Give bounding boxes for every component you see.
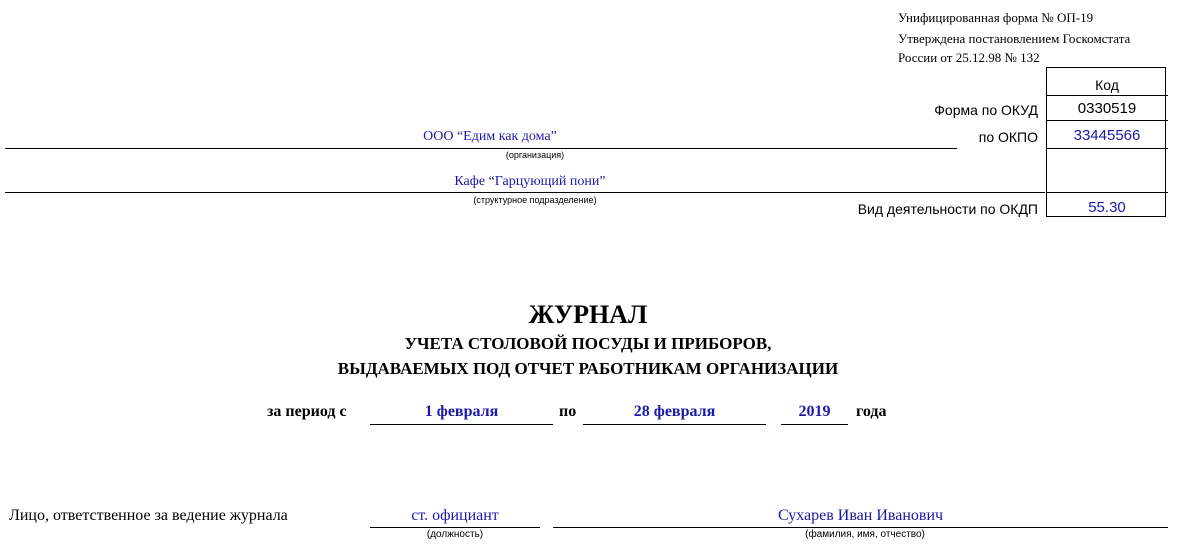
period-year-line	[781, 424, 848, 425]
responsible-position-caption: (должность)	[426, 529, 484, 540]
subdivision-line	[5, 192, 1045, 193]
period-from[interactable]: 1 февраля	[424, 403, 499, 420]
document-subtitle-2: ВЫДАВАЕМЫХ ПОД ОТЧЕТ РАБОТНИКАМ ОРГАНИЗАЦИИ	[337, 359, 839, 378]
subdivision-caption: (структурное подразделение)	[473, 195, 597, 205]
period-to[interactable]: 28 февраля	[633, 403, 716, 420]
code-header: Код	[1095, 77, 1119, 93]
period-suffix: года	[856, 403, 887, 420]
responsible-name-line	[553, 527, 1168, 528]
responsible-name[interactable]: Сухарев Иван Иванович	[777, 507, 944, 524]
period-to-label: по	[559, 403, 577, 420]
code-divider	[1046, 120, 1168, 121]
organization-line	[5, 148, 957, 149]
responsible-name-caption: (фамилия, имя, отчество)	[805, 529, 925, 540]
period-to-line	[583, 424, 766, 425]
organization-caption: (организация)	[505, 150, 565, 160]
approval-date: России от 25.12.98 № 132	[898, 50, 1040, 65]
approval-note: Утверждена постановлением Госкомстата	[898, 31, 1131, 46]
document-title: ЖУРНАЛ	[528, 300, 648, 329]
period-from-line	[370, 424, 553, 425]
okdp-label: Вид деятельности по ОКДП	[857, 201, 1038, 217]
okpo-label: по ОКПО	[978, 129, 1038, 145]
period-year[interactable]: 2019	[798, 403, 831, 420]
form-name: Унифицированная форма № ОП-19	[898, 10, 1094, 25]
code-divider	[1046, 192, 1168, 193]
responsible-label: Лицо, ответственное за ведение журнала	[9, 507, 288, 524]
code-divider	[1046, 148, 1168, 149]
okpo-value[interactable]: 33445566	[1073, 127, 1141, 144]
organization-name[interactable]: ООО “Едим как дома”	[423, 129, 557, 144]
okdp-value[interactable]: 55.30	[1088, 199, 1126, 216]
period-prefix: за период с	[267, 403, 347, 420]
subdivision-name[interactable]: Кафе “Гарцующий пони”	[454, 174, 606, 189]
responsible-position[interactable]: ст. официант	[411, 507, 499, 524]
okud-value[interactable]: 0330519	[1077, 100, 1137, 117]
responsible-position-line	[370, 527, 540, 528]
document-subtitle-1: УЧЕТА СТОЛОВОЙ ПОСУДЫ И ПРИБОРОВ,	[404, 334, 772, 353]
okud-label: Форма по ОКУД	[934, 102, 1038, 118]
code-divider	[1046, 95, 1168, 96]
